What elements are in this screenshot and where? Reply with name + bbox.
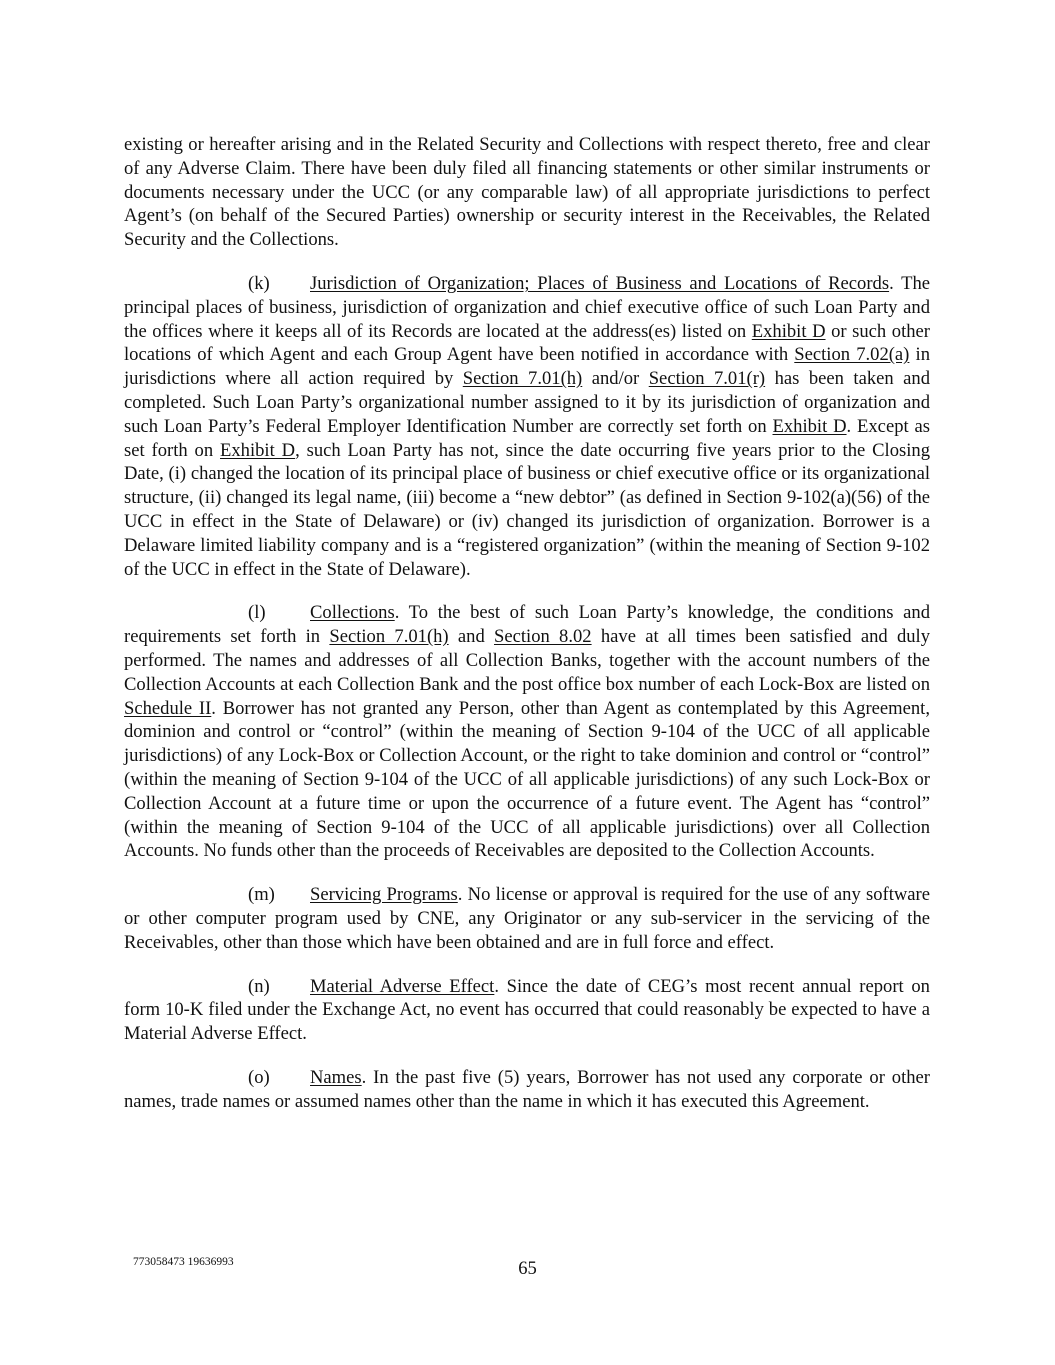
section-l-heading: Collections [310,602,395,624]
section-l-text: have at all times been satisfied and duly performed. The names and addresses of all Collection Banks, together with the account numbers of the Collection Accounts at each Collection Bank and the post office box number of each Lock-Box are listed on [124,626,931,695]
section-l-text: and [448,626,495,648]
section-k-text: , such Loan Party has not, since the date occurring five years prior to the Closing Date, (i) changed the location of its principal place of business or chief executive office or its organizational structure, (ii) changed its legal name, (iii) become a “new debtor” (as defined in Section 9-102(a)(56) of the UCC in effect in the State of Delaware) or (iv) changed its jurisdiction of organization. Borrower is a Delaware limited liability company and is a “registered organization” (within the meaning of Section 9-102 of the UCC in effect in the State of Delaware). [124,439,931,580]
section-7-01-r-reference: Section 7.01(r) [648,368,766,390]
exhibit-d-reference: Exhibit D [751,320,826,342]
document-id: 773058473 19636993 [133,1256,234,1268]
section-o-number: (o) [248,1066,270,1088]
page-number: 65 [518,1258,537,1279]
section-7-01-h-reference: Section 7.01(h) [462,368,583,390]
section-m-heading: Servicing Programs [310,884,458,906]
exhibit-d-reference: Exhibit D [772,415,847,437]
section-o-paragraph [124,1066,930,1114]
section-k-paragraph [124,272,930,581]
section-n-heading: Material Adverse Effect [310,975,495,997]
section-l-text: . To the best of such Loan Party’s knowledge, the conditions and requirements set forth in [124,602,930,648]
section-n-paragraph [124,975,930,1046]
section-n-number: (n) [248,975,270,997]
section-n-text: . Since the date of CEG’s most recent annual report on form 10-K filed under the Exchange Act, no event has occurred that could reasonably be expected to have a Material Adverse Effect. [124,975,930,1045]
section-k-heading: Jurisdiction of Organization; Places of Business and Locations of Records [310,272,890,294]
section-7-01-h-reference: Section 7.01(h) [329,626,449,648]
section-o-heading: Names [310,1066,362,1088]
section-m-number: (m) [248,884,275,906]
section-l-text: . Borrower has not granted any Person, other than Agent as contemplated by this Agreement, dominion and control or “control” (within the meaning of Section 9-104 of the UCC of all applicable jurisdictions) of any Lock-Box or Collection Account, or the right to take dominion and control or “control” (within the meaning of Section 9-104 of the UCC of all applicable jurisdictions) of any such Lock-Box or Collection Account at a future time or upon the occurrence of a future event. The Agent has “control” (within the meaning of Section 9-104 of the UCC of all applicable jurisdictions) over all Collection Accounts. No funds other than the proceeds of Receivables are deposited to the Collection Accounts. [124,697,930,862]
section-k-text: in jurisdictions where all action required by [124,344,930,390]
section-k-text: . The principal places of business, jurisdiction of organization and chief executive office of such Loan Party and the offices where it keeps all of its Records are located at the address(es) listed on [124,272,930,342]
page-body [124,133,930,1133]
section-m-paragraph [124,883,930,954]
section-k-text: . Except as set forth on [124,415,930,461]
section-m-text: . No license or approval is required for the use of any software or other computer program used by CNE, any Originator or any sub-servicer in the servicing of the Receivables, other than those which have been obtained and are in full force and effect. [124,884,930,953]
schedule-ii-reference: Schedule II [124,697,212,719]
section-k-text: has been taken and completed. Such Loan Party’s organizational number assigned to it by its jurisdiction of organization and such Loan Party’s Federal Employer Identification Number are correctly set forth on [124,368,930,437]
section-k-text: or such other locations of which Agent and each Group Agent have been notified in accordance with [124,320,930,366]
section-k-text: and/or [582,368,649,390]
section-l-paragraph [124,601,930,863]
section-o-text: . In the past five (5) years, Borrower has not used any corporate or other names, trade names or assumed names other than the name in which it has executed this Agreement. [124,1066,930,1112]
section-7-02-a-reference: Section 7.02(a) [794,344,910,366]
section-8-02-reference: Section 8.02 [494,626,592,648]
exhibit-d-reference: Exhibit D [220,439,296,461]
section-k-number: (k) [248,272,270,294]
section-l-number: (l) [248,602,266,624]
continuation-paragraph: existing or hereafter arising and in the Related Security and Collections with respect thereto, free and clear of any Adverse Claim. There have been duly filed all financing statements or other similar instruments or documents necessary under the UCC (or any comparable law) of all appropriate jurisdictions to perfect Agent’s (on behalf of the Secured Parties) ownership or security interest in the Receivables, the Related Security and the Collections. [124,134,930,251]
